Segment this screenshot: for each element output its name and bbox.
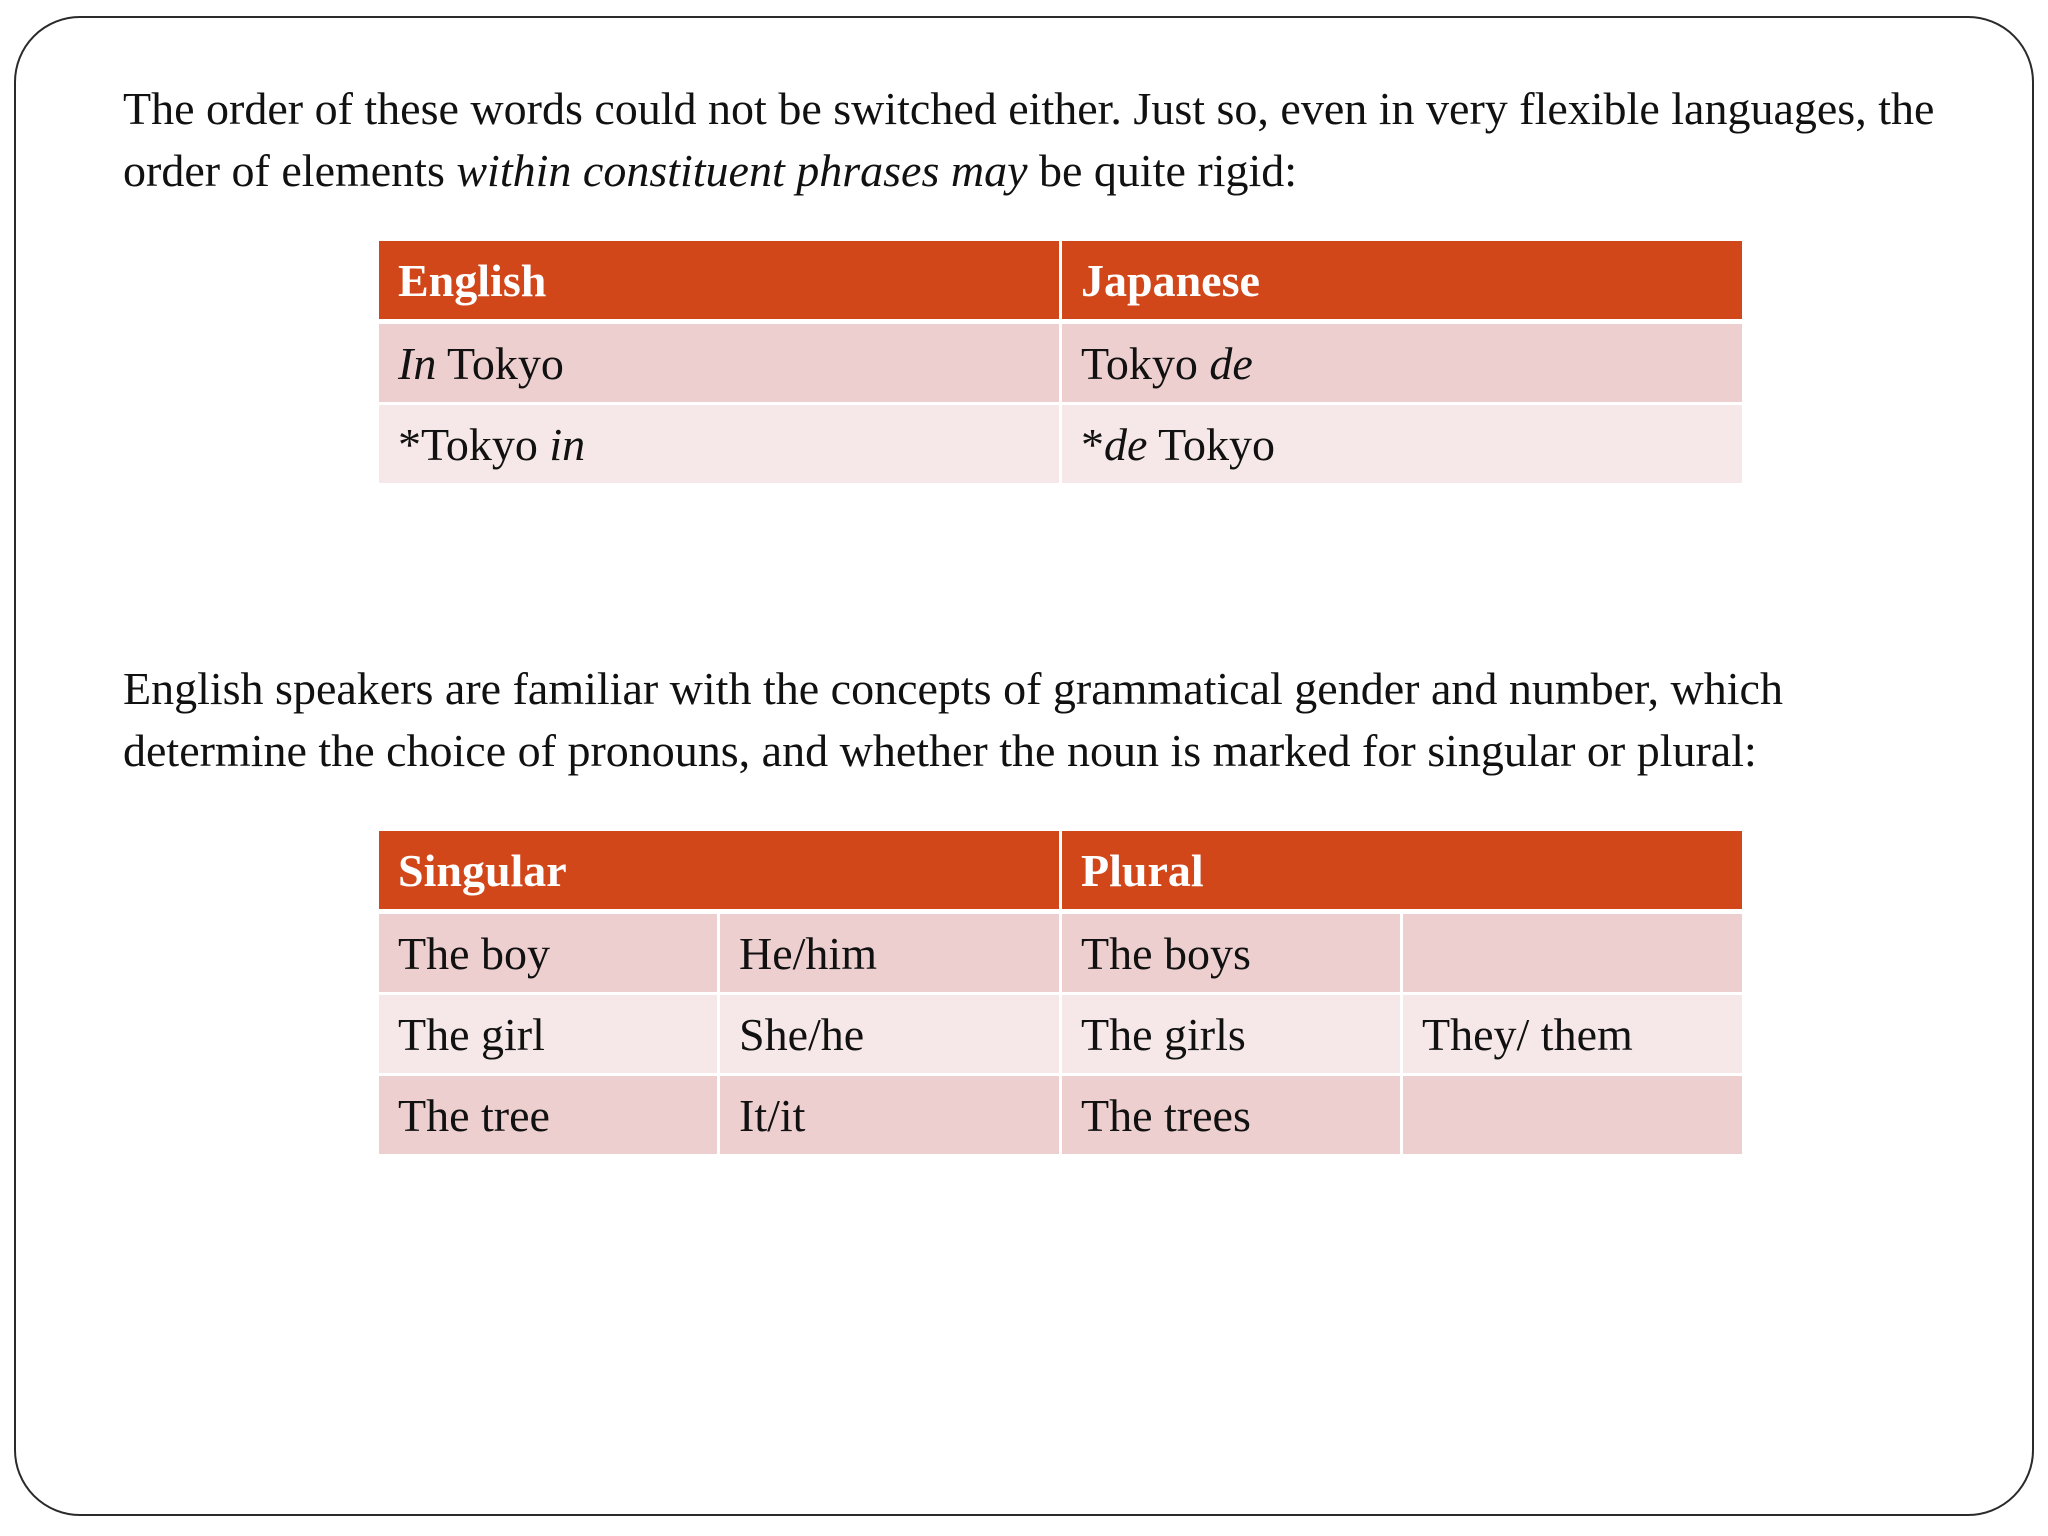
paragraph-word-order-italic: within constituent phrases may	[456, 145, 1028, 196]
table-row	[378, 912, 1744, 994]
cell-singular-noun: The boy	[378, 912, 719, 994]
cell-plural-pronoun	[1402, 1075, 1744, 1156]
cell-plural-pronoun: They/ them	[1402, 994, 1744, 1075]
cell-text: Tokyo	[436, 337, 564, 389]
cell-italic: de	[1209, 337, 1253, 389]
cell-english-tokyo-in	[378, 404, 1061, 485]
cell-singular-pronoun: It/it	[719, 1075, 1061, 1156]
english-japanese-table	[376, 238, 1745, 486]
cell-prefix: *	[1081, 418, 1104, 470]
paragraph-word-order-text-1: The order of these words could not be switched either. Just so, even in very flexible languages, the order of elements	[123, 83, 1935, 196]
cell-japanese-tokyo-de	[1061, 322, 1744, 404]
table-header-row	[378, 830, 1744, 912]
cell-plural-noun: The girls	[1061, 994, 1402, 1075]
cell-plural-noun: The boys	[1061, 912, 1402, 994]
header-plural: Plural	[1061, 830, 1744, 912]
cell-singular-pronoun: She/he	[719, 994, 1061, 1075]
cell-italic: de	[1104, 418, 1148, 470]
header-english: English	[378, 240, 1061, 322]
table-row	[378, 322, 1744, 404]
paragraph-gender-number: English speakers are familiar with the concepts of grammatical gender and number, which determine the choice of pronouns, and whether the noun is marked for singular or plural:	[123, 663, 1783, 776]
cell-text: Tokyo	[1081, 337, 1210, 389]
table-row	[378, 994, 1744, 1075]
header-japanese: Japanese	[1061, 240, 1744, 322]
cell-singular-noun: The tree	[378, 1075, 719, 1156]
cell-singular-pronoun: He/him	[719, 912, 1061, 994]
table-row	[378, 1075, 1744, 1156]
paragraph-word-order-text-2: be quite rigid:	[1027, 145, 1298, 196]
cell-japanese-de-tokyo	[1061, 404, 1744, 485]
table-row	[378, 404, 1744, 485]
cell-plural-noun: The trees	[1061, 1075, 1402, 1156]
cell-english-in-tokyo	[378, 322, 1061, 404]
cell-singular-noun: The girl	[378, 994, 719, 1075]
cell-italic: in	[549, 418, 586, 470]
cell-italic: In	[398, 337, 437, 389]
cell-plural-pronoun	[1402, 912, 1744, 994]
paragraph-word-order	[123, 78, 1943, 202]
table-header-row	[378, 240, 1744, 322]
singular-plural-table	[376, 828, 1745, 1157]
cell-text: *Tokyo	[398, 418, 550, 470]
cell-text: Tokyo	[1147, 418, 1275, 470]
header-singular: Singular	[378, 830, 1061, 912]
